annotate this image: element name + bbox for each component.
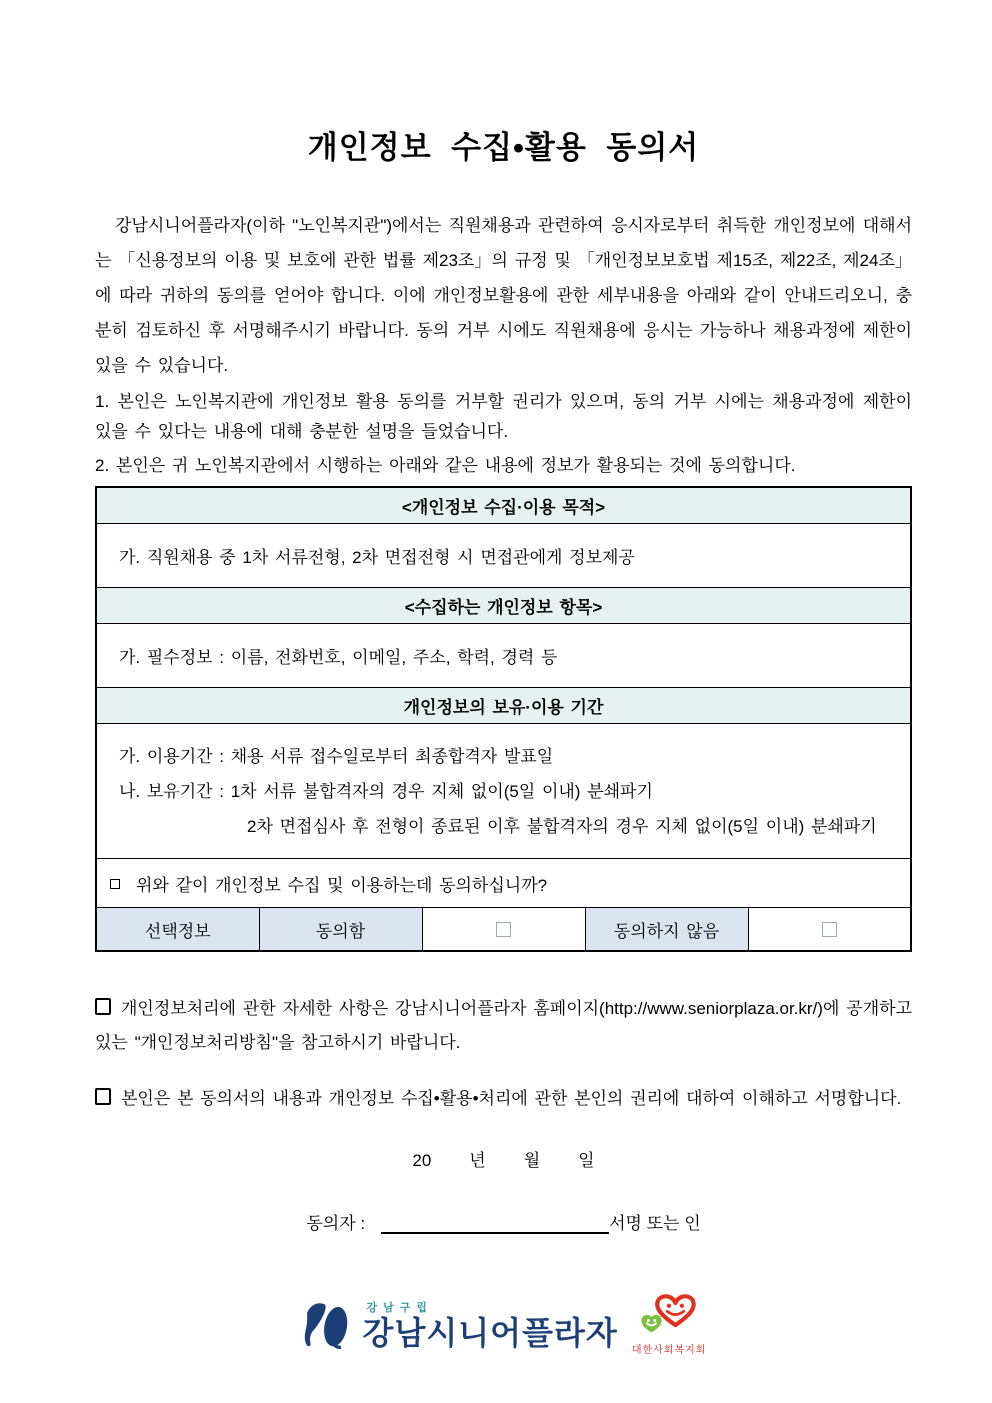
square-bullet-icon xyxy=(95,1088,111,1105)
table-row xyxy=(96,908,911,952)
section-header-items: <수집하는 개인정보 항목> xyxy=(96,588,911,624)
gangnam-senior-plaza-logo-icon xyxy=(301,1295,353,1353)
note-signature-statement xyxy=(95,1082,912,1116)
date-year-label: 년 xyxy=(469,1151,486,1170)
signature-blank xyxy=(381,1212,609,1234)
statement-2: 2. 본인은 귀 노인복지관에서 시행하는 아래와 같은 내용에 정보가 활용되는 것에 동의합니다. xyxy=(95,456,796,475)
signature-suffix: 서명 또는 인 xyxy=(609,1214,701,1233)
section-body-purpose: 가. 직원채용 중 1차 서류전형, 2차 면접전형 시 면접관에게 정보제공 xyxy=(96,524,911,588)
section-header-period: 개인정보의 보유·이용 기간 xyxy=(96,688,911,724)
table-row xyxy=(96,487,911,524)
association-logo-block xyxy=(632,1292,707,1356)
choice-agree-label: 동의함 xyxy=(259,908,422,952)
period-line-retention-2: 2차 면접심사 후 전형이 종료된 이후 불합격자의 경우 지체 없이(5일 이내) 분쇄파기 xyxy=(247,816,877,836)
table-row xyxy=(96,724,911,859)
section-body-period xyxy=(96,724,911,859)
date-month-label: 월 xyxy=(523,1151,541,1170)
period-line-use: 가. 이용기간 : 채용 서류 접수일로부터 최종합격자 발표일 xyxy=(119,746,554,766)
signer-label: 동의자 : xyxy=(306,1214,366,1233)
association-name: 대한사회복지회 xyxy=(631,1345,707,1356)
note-text: 본인은 본 동의서의 내용과 개인정보 수집•활용•처리에 관한 본인의 권리에 대하여 이해하고 서명합니다. xyxy=(121,1089,902,1108)
agree-checkbox[interactable] xyxy=(496,922,511,937)
page-title: 개인정보 수집•활용 동의서 xyxy=(307,130,700,165)
period-line-retention: 나. 보유기간 : 1차 서류 불합격자의 경우 지체 없이(5일 이내) 분쇄파기 xyxy=(119,781,653,801)
table-row xyxy=(96,859,911,908)
table-row xyxy=(96,624,911,688)
square-bullet-icon xyxy=(95,998,111,1015)
choice-category-cell: 선택정보 xyxy=(96,908,259,952)
signature-line xyxy=(95,1209,912,1234)
note-text: 개인정보처리에 관한 자세한 사항은 강남시니어플라자 홈페이지(http://www.seniorplaza.or.kr/)에 공개하고 있는 "개인정보처리방침"을 참고하시기 바랍니다. xyxy=(95,999,912,1052)
consent-table xyxy=(95,486,912,952)
document-content xyxy=(95,0,912,1356)
agree-checkbox-cell xyxy=(422,908,585,952)
consent-question: 위와 같이 개인정보 수집 및 이용하는데 동의하십니까? xyxy=(136,875,548,895)
section-body-items: 가. 필수정보 : 이름, 전화번호, 이메일, 주소, 학력, 경력 등 xyxy=(96,624,911,688)
disagree-checkbox[interactable] xyxy=(822,922,837,937)
choice-disagree-label: 동의하지 않음 xyxy=(585,908,748,952)
note-privacy-policy xyxy=(95,992,912,1060)
disagree-checkbox-cell xyxy=(748,908,911,952)
org-text-block xyxy=(363,1299,618,1350)
square-bullet-icon xyxy=(110,879,120,889)
table-row xyxy=(96,524,911,588)
table-row xyxy=(96,588,911,624)
date-year-prefix: 20 xyxy=(412,1151,432,1170)
intro-paragraph: 강남시니어플라자(이하 "노인복지관")에서는 직원채용과 관련하여 응시자로부터 취득한 개인정보에 대해서는 「신용정보의 이용 및 보호에 관한 법률 제23조」의 규정 및 「개인정보보호법 제15조, 제22조, 제24조」에 따라 귀하의 동의를 얻어야 합니다. 이에 개인정보활용에 관한 세부내용을 아래와 같이 안내드리오니, 충분히 검토하신 후 서명해주시기 바랍니다. 동의 거부 시에도 직원채용에 응시는 가능하나 채용과정에 제한이 있을 수 있습니다. xyxy=(95,216,912,375)
statement-1: 1. 본인은 노인복지관에 개인정보 활용 동의를 거부할 권리가 있으며, 동의 거부 시에는 채용과정에 제한이 있을 수 있다는 내용에 대해 충분한 설명을 들었습니다. xyxy=(95,392,912,441)
association-heart-icon xyxy=(638,1292,700,1338)
consent-question-cell xyxy=(96,859,911,908)
section-header-purpose: <개인정보 수집·이용 목적> xyxy=(96,487,911,524)
table-row xyxy=(96,688,911,724)
date-line xyxy=(95,1146,912,1171)
org-name: 강남시니어플라자 xyxy=(362,1314,618,1351)
district-label: 강남구립 xyxy=(366,1301,434,1314)
date-day-label: 일 xyxy=(578,1151,595,1170)
footer-logo xyxy=(95,1292,912,1356)
